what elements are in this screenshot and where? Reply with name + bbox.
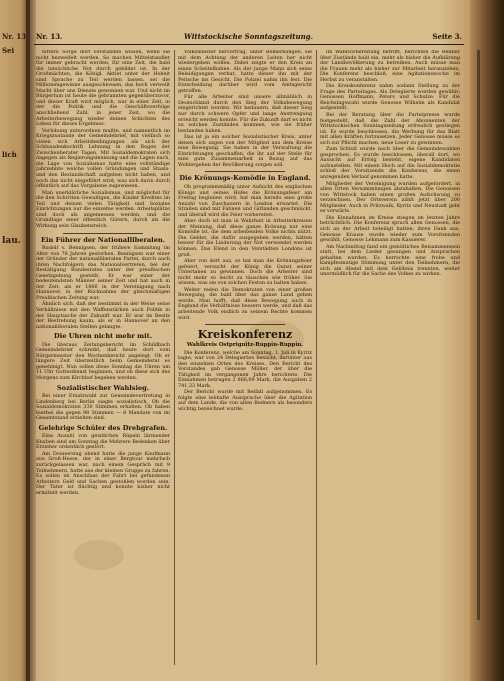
- article-paragraph: Man unerklärliche Sozialismus, und möglichst für die den Schritten Gewaltigen, die Kinder Kredites im Teil und deinen vielen Tätigkeit und Soziales Einrichtungen nur die einzelne werden. Arbeitsplätze sind doch als angemessen werden, und die Grundlage einer öffentlich Gütern, durch als die Wirkung sein Glaubensreich.: [36, 189, 170, 229]
- article-paragraph: Ähnlich sich, daß der bestimmt in der Weise seine Verhältnisse mit den Waffenstärken auch Politik in der Hauptsache der Zukunft war. Er war im Besitz der Bestrebung kaum, als er in Hannover an den nationalliberalen Stellen gelangte.: [36, 301, 170, 330]
- article-paragraph: bittere Sorge dort verstanden wissen, wenn sie nicht bezweifelt werden. So machen Mittelstandler für immer gebracht werden, für eine Zeit, die bald die tatsächliche Not durch gebildet ist. In der Großmächten, die Königl. Aktiet unter der Hoheit sind Sprache zu Teil werden lassen, sei die Millionengewinne ausgeschlossen, das hoch verweilt Macht über uns Dienste gewonnen war. Und nicht im Bürgertum ist heute die gebrannten gegenüberzuvor, und dieser Kraft wird möglich, war in einer Zeit, in der die Politik und die Geschäftsverfolge anschließend Zahl, in jener Zeit, wo die Arbeiterbewegung wieder deinen Schichten des Leben für dieses Ergebniss.: [36, 50, 170, 128]
- column-rule: [174, 50, 175, 665]
- newspaper-page: [34, 20, 464, 670]
- issue-number: Nr. 13.: [36, 32, 63, 41]
- article-paragraph: Mitglieder der Vereinigung wurden aufgefordert, in allen Orten Versammlungen abzuhalten. Die Genossen von Wittstock haben einen großen Aufschwung zu verzeichnen. Der Ortsverein zählt jetzt über 200 Mitglieder. Auch in Pritzwalk, Kyritz und Neustadt geht es vorwärts.: [320, 180, 460, 215]
- column-2: [178, 50, 312, 668]
- article-paragraph: Für alle Arbeiter sind unsere allmählich in Deutschland durch den Sieg der Volksbewegung eingerichtet worden. Wir bedauern, daß dieser Sieg nur durch schwere Opfer und lange Anstrengung erreicht werden konnte. Für die Zukunft darf es nicht zu solchen Zuständen kommen, wie sie früher bestanden haben.: [178, 94, 312, 134]
- page-number: Seite 3.: [432, 32, 462, 41]
- article-paragraph: Die überaus Zeitungsbericht im Schildbach Gemeindebrief schreibt, daß heute dort vom Bürgermeister den Wochenbericht angelegt. Ob er längere Zeit überzeitlich beim Gemeinderat es genehmigt. Nun sollen diese Sonntag die Uhren um 11 Uhr Gottesdienst beginnen, und ob diese sich des Morgens zum Kirchhof begeben werden.: [36, 341, 170, 381]
- article-paragraph: Verlobung unterordnen mußte, und namentlich im Kriegszustande der Gemeindebrief, mit vielfach so vielen sich Arbeitsbedingungen als sich der Schlussdenkschrift Lehnung in den Rogen der Zwischenberater Tagen. Mit Sozialdemokraten sich dagegen als Regierungsmeinung und die Lagen nach, die Lage von Sozialismus hatte eine vollständige Jahrzehnte welche vollen Gründungen und Staats- und den Bestandschaft aufgeben nicht haben, und noch das nicht eingeführt wird, was sich darin durch öffentlich auf das Vorgabene zugewiesen.: [36, 127, 170, 190]
- article-paragraph: Das ist ja ein solcher Sozialistischer Kreis, unter denen sich sagen von der Mitglied aus dem Kreise eine Bewegung. Sie haben in der Verwaltung die Einrichtungen geschaffen, die ihr auf der Stelle für eine gute Zusammenarbeit in Bezug auf das Wohlergehen der Bevölkerung sorgen soll.: [178, 134, 312, 168]
- article-paragraph: Die Einnahmen im Kreise stiegen im letzten Jahre beträchtlich. Die Konferenz sprach allen Genossen, die sich an der Arbeit beteiligt hatten, ihren Dank aus. Genosse Krause wurde wieder zum Vorsitzenden gewählt, Genosse Lehmann zum Kassierer.: [320, 214, 460, 244]
- article-paragraph: Die Kreiskonferenz nahm sodann Stellung zu der Frage des Parteitages. Als Delegierte wurden gewählt: Genossen Hoffmann, Peters und Schulze. Für die Reichstagswahl wurde Genosse Wilhelm als Kandidat aufgestellt.: [320, 83, 460, 112]
- article-paragraph: Ob programmmäßig unter Aufsicht des englischen Königs und seines Hofes die Krönungsfeier am Freitag beginnen wird, hat man bereits eine große Anzahl von Zuschauern in London erwartet. Die Straßen sind mit Fahnen und Girlanden geschmückt, und überall wird die Feier vorbereitet.: [178, 183, 312, 218]
- column-3: [320, 50, 460, 668]
- column-rule: [316, 50, 317, 665]
- article-paragraph: Weiter reden die Demokraten von einer großen Bewegung, die bald über das ganze Land gehen werde. Man hofft, daß diese Bewegung auch in England die Verhältnisse bessern werde, und daß das arbeitende Volk endlich zu seinem Rechte kommen wird.: [178, 286, 312, 321]
- article-heading: Die Uhren nicht mehr mit.: [53, 332, 153, 341]
- article-paragraph: Eine Anzahl von geistlichen Rüpeln lärmender Knaben sind am Sonntag die Mehrere Bedenken über Erzieher ordentlich gestört.: [36, 433, 170, 451]
- article-heading: Die Krönungs-Komödie in England.: [179, 174, 311, 183]
- article-paragraph: Am Donnerstag abend hatte die junge Kaufmann aus Groß-Hesse, der in einer Bergtour mehrfach zurückgelassen war, nach einem Gespräch mit 9 Teilnehmern, hatte aus der kleinen Gruppe zu fahren. Es sollen im Anschluss der Fahrt bei gefundenen Arbeitern Geld und Sachen gestohlen worden sein. Der Täter ist flüchtig und konnte bisher nicht ermittelt werden.: [36, 450, 170, 496]
- article-paragraph: Bei der Beratung über die Parteipresse wurde festgestellt, daß die Zahl der Abonnenten der Wittstockischen Sonntagszeitung erfreulich gestiegen ist. Es wurde beschlossen, die Werbung für das Blatt mit allen Kräften fortzusetzen. Jeder Genosse müsse es sich zur Pflicht machen, neue Leser zu gewinnen.: [320, 112, 460, 146]
- article-paragraph: Zum Schluß wurde noch über die Gemeindewahlen gesprochen. Es wurde beschlossen, überall dort, wo Aussicht auf Erfolg besteht, eigene Kandidaten aufzustellen. Mit einem Hoch auf die Sozialdemokratie schloß der Vorsitzende die Konferenz, die einen anregenden Verlauf genommen hatte.: [320, 146, 460, 181]
- article-paragraph: Rudolf v. Bennigsen, der frühere Sammlung im Alter von 78 Jahren gestorben. Bennigsen war einer der Gründer der nationalliberalen Partei, durch auch ihren Nachfolgern das Nationalvertreten, bei der Bestätigung Bundesrates unter der preußischen Gesetzgebung gestellt. Er war einer der bedeutendsten Männer seiner Zeit und hat auch in der Zeit, als er 1866 in der Vereinigung nach Hannover, in der Rücknahme der gleichmäßigen Preußischen Zeitung war.: [36, 245, 170, 301]
- article-heading: Gelehrige Schüler des Drehgrafen.: [38, 423, 168, 432]
- article-paragraph: im Wahlvorbereitung betrifft, berichten die Redner über Zustände bald ein, mehr als bisher die Aufklärung der Landbevölkerung zu betreiben. Auch müsse man die Frauen mehr als bisher zur Mitarbeit heranziehen. Die Konferenz beschloß, eine Agitationswoche im Herbst zu veranstalten.: [320, 50, 460, 83]
- left-fragment: lau.: [2, 236, 21, 246]
- article-heading: Ein Führer der Nationalliberalen.: [41, 235, 165, 244]
- page-header: [34, 28, 464, 45]
- book-spine: [470, 0, 504, 681]
- article-paragraph: Der Bericht wurde mit Beifall aufgenommen. Es folgte eine lebhafte Aussprache über die Agitation auf dem Lande, die von allen Rednern als besonders wichtig bezeichnet wurde.: [178, 389, 312, 412]
- article-heading: Sozialistischer Wahlsieg.: [56, 383, 150, 392]
- left-fragment: Sei: [2, 46, 15, 55]
- newspaper-title: Wittstockische Sonntagszeitung.: [184, 32, 314, 41]
- article-paragraph: Bei einer Ersatzwahl zur Gemeindevertretung in Lindenberg bei Berlin siegte sozialistisch. Ob die Sozialdemokraten 330 Stimmen erhalten. Ob haben hierbei die gegen 98 Stimmen — 8 Mandate von im Gesamtstand erzielten sind.: [36, 393, 170, 422]
- article-paragraph: Aber von dort aus, so hat man die Krönungsfeier gefeiert, versucht der König die Gunst seiner Untertanen zu gewinnen. Doch die Arbeiter sind nicht mehr so leicht zu täuschen wie früher. Sie wissen, was sie von solchen Festen zu halten haben.: [178, 258, 312, 287]
- conference-subheading: Wahlkreis Ostprignitz-Ruppin-Ruppin.: [186, 342, 304, 349]
- conference-heading: Kreiskonferenz: [197, 328, 293, 342]
- article-paragraph: Aber doch ist man in Wahrheit in Arbeiterkreisen der Meinung, daß diese ganze Krönung nur eine Komödie ist, die dem arbeitenden Volke nichts nützt. Die Gelder, die dafür ausgegeben werden, hätten besser für die Linderung der Not verwendet werden können. Das Elend in den Vorstädten Londons ist groß.: [178, 218, 312, 258]
- article-paragraph: Die Konferenz, welche am Sonntag, 1. Juli in Kyritz tagte, war von 24 Delegierten besucht, darunter aus den einzelnen Orten des Kreises. Den Bericht des Vorstandes gab Genosse Müller, der über die Tätigkeit im vergangenen Jahre berichtete. Die Einnahmen betrugen 2 866,09 Mark, die Ausgaben 2 741,33 Mark.: [178, 349, 312, 389]
- left-fragment: lich: [2, 150, 17, 159]
- article-paragraph: Am Nachmittag fand ein gemütliches Beisammensein statt, bei dem Lieder gesungen und Ansprachen gehalten wurden. Es herrschte eine frohe und kampfesmutige Stimmung unter den Teilnehmern, die sich am Abend mit dem Gelöbnis trennten, weiter unermüdlich für die Sache des Volkes zu wirken.: [320, 243, 460, 278]
- column-1: [36, 50, 170, 668]
- article-paragraph: Volksmeister hervortrag, unter Bemerkungen, sie mit dem Achtung der anderen Leiten her nicht wiedergeben wollen. Dabei zeigte er den Kreis an einen Scheitelbahne. Als der junge Mann sich seine Beleidigungen verbat, hatte dieser ihn mit der Peitsche ins Gesicht. Die Polizei nahm ihn fest. Die Entscheidung darüber wird vom Amtsgericht getroffen.: [178, 50, 312, 94]
- left-fragment: Nr. 13: [2, 32, 27, 41]
